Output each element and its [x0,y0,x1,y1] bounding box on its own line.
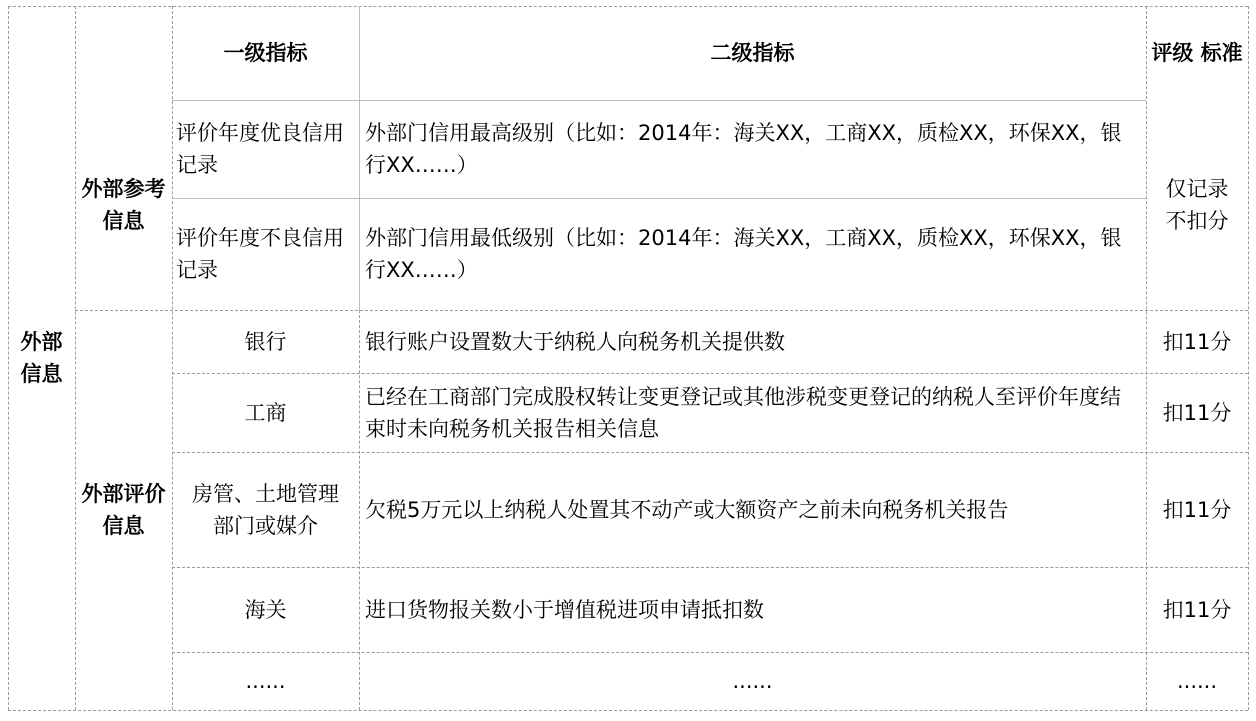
outer-group-label: 外部信息 [20,330,63,386]
table-border-bottom [8,710,1248,711]
eval-row-4-level2: 进口货物报关数小于增值税进项申请抵扣数 [365,597,764,622]
ref-row-2-level1: 评价年度不良信用记录 [176,226,344,282]
eval-row-4-standard: 扣11分 [1162,597,1232,622]
eval-row-5-standard: ...... [1176,669,1218,693]
eval-row-3-standard: 扣11分 [1162,497,1232,522]
eval-row-2-level2: 已经在工商部门完成股权转让变更登记或其他涉税变更登记的纳税人至评价年度结束时未向税务机关报告相关信息 [365,384,1121,441]
header-level2: 二级指标 [710,41,795,65]
eval-row-1-level2: 银行账户设置数大于纳税人向税务机关提供数 [365,329,785,354]
eval-row-5-level1: ...... [245,669,286,693]
ref-standard: 仅记录不扣分 [1165,177,1229,233]
header-standard: 评级 标准 [1151,41,1243,65]
ref-row-2-level2: 外部门信用最低级别（比如：2014年：海关XX，工商XX，质检XX，环保XX，银行XX……） [365,226,1122,282]
ref-row-1-level1: 评价年度优良信用记录 [176,121,344,177]
eval-row-1-standard: 扣11分 [1162,329,1232,354]
eval-row-2-level1: 工商 [244,400,287,425]
eval-row-4-level1: 海关 [244,597,287,622]
eval-row-5-level2: ...... [732,669,773,693]
eval-row-2-standard: 扣11分 [1162,400,1232,425]
table-border-right [1248,6,1249,710]
eval-row-3-level2: 欠税5万元以上纳税人处置其不动产或大额资产之前未向税务机关报告 [365,497,1009,522]
eval-row-1-level1: 银行 [244,329,287,354]
eval-row-3-level1: 房管、土地管理部门或媒介 [192,481,339,538]
ref-group-label: 外部参考信息 [81,177,166,233]
ref-row-1-level2: 外部门信用最高级别（比如：2014年：海关XX，工商XX，质检XX，环保XX，银行XX……） [365,121,1122,177]
header-level1: 一级指标 [223,41,308,65]
eval-group-label: 外部评价信息 [81,482,166,538]
